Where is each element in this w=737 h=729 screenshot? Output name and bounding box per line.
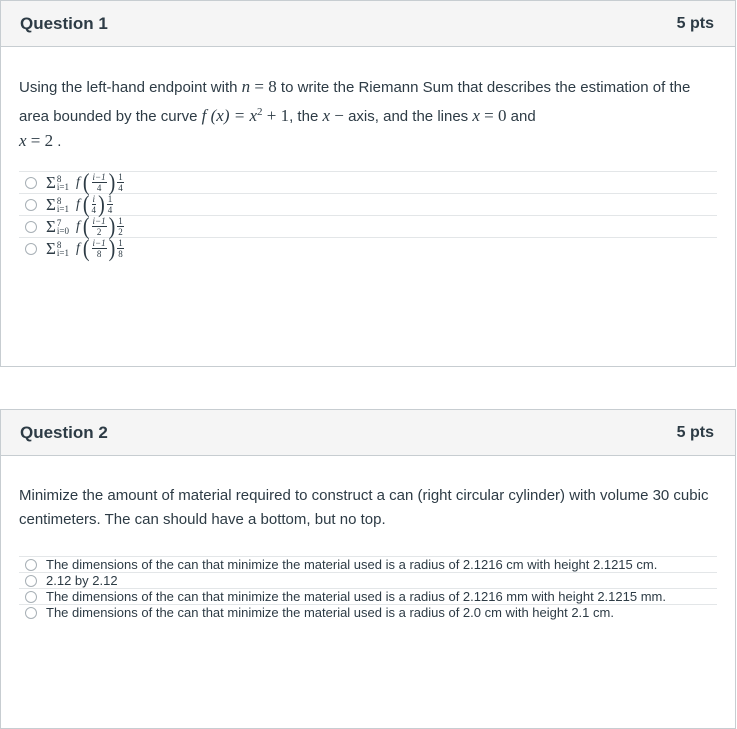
question-2-answers [19, 556, 717, 620]
question-title: Question 1 [20, 13, 108, 33]
question-2-text: Minimize the amount of material required to construct a can (right circular cylinder) with volume 30 cubic centimeters. The can should have a bottom, but no top. [19, 487, 709, 528]
answer-option[interactable] [19, 213, 717, 240]
answer-option[interactable] [19, 235, 717, 262]
answer-option[interactable] [19, 169, 717, 196]
question-points: 5 pts [676, 423, 714, 441]
question-1-header [1, 1, 735, 47]
answer-option[interactable] [19, 588, 717, 604]
riemann-sum-formula: Σ 8 i=1 f ( $\frac{i}{4}$ ) $\frac{1}{4}$ [46, 191, 113, 218]
answer-option[interactable] [19, 572, 717, 588]
answer-label: The dimensions of the can that minimize the material used is a radius of 2.0 cm with height 2.1 cm. [46, 605, 614, 620]
answer-label: 2.12 by 2.12 [46, 573, 118, 588]
radio-button[interactable] [25, 607, 37, 619]
radio-button[interactable] [25, 177, 37, 189]
answer-label: The dimensions of the can that minimize the material used is a radius of 2.1216 cm with height 2.1215 cm. [46, 557, 658, 572]
answer-option[interactable] [19, 191, 717, 218]
riemann-sum-formula: Σ 7 i=0 f ( $\frac{i-1}{2}$ ) $\frac{1}{2}$ [46, 213, 123, 240]
radio-button[interactable] [25, 243, 37, 255]
radio-button[interactable] [25, 559, 37, 571]
radio-button[interactable] [25, 575, 37, 587]
question-2-header [1, 410, 735, 456]
radio-button[interactable] [25, 221, 37, 233]
answer-option[interactable] [19, 604, 717, 620]
radio-button[interactable] [25, 591, 37, 603]
question-points: 5 pts [676, 14, 714, 32]
question-1-answers [19, 169, 717, 262]
riemann-sum-formula: Σ 8 i=1 f ( $\frac{i-1}{8}$ ) $\frac{1}{8}$ [46, 235, 123, 262]
answer-option[interactable] [19, 556, 717, 572]
answer-label: The dimensions of the can that minimize the material used is a radius of 2.1216 mm with height 2.1215 mm. [46, 589, 666, 604]
riemann-sum-formula: Σ 8 i=1 f ( $\frac{i-1}{4}$ ) $\frac{1}{4}$ [46, 169, 123, 196]
question-title: Question 2 [20, 422, 108, 442]
radio-button[interactable] [25, 199, 37, 211]
question-1-text: Using the left-hand endpoint with n = 8 to write the Riemann Sum that describes the estimation of the area bounded by the curve f $(x) = x^2 + 1$, the x − axis, and the lines x = 0 and x = 2 . [19, 77, 691, 150]
